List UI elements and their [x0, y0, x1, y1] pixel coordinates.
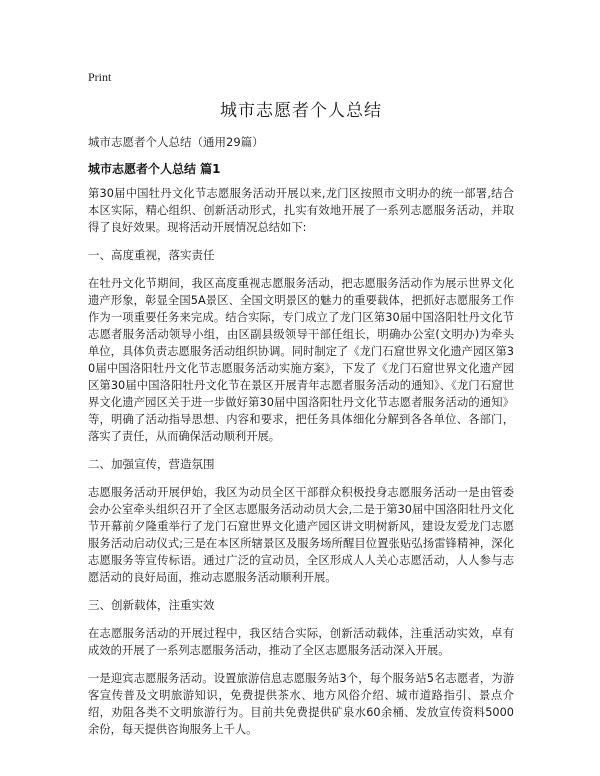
heading-responsibility: 一、高度重视，落实责任 [88, 248, 215, 262]
page-title: 城市志愿者个人总结 [220, 101, 382, 121]
heading-innovation: 三、创新载体，注重实效 [88, 598, 215, 612]
innovation-paragraph: 在志愿服务活动的开展过程中，我区结合实际，创新活动载体，注重活动实效，卓有成效的开展了一系列志愿服务活动，推动了全区志愿服务活动深入开展。 [88, 627, 514, 657]
heading-publicity: 二、加强宣传，营造氛围 [88, 457, 215, 471]
document-subtitle: 城市志愿者个人总结（通用29篇） [88, 135, 264, 149]
responsibility-paragraph: 在牡丹文化节期间，我区高度重视志愿服务活动，把志愿服务活动作为展示世界文化遗产形象，彰显全国5A景区、全国文明景区的魅力的重要载体，把抓好志愿服务工作作为一项重要任务来完成。结合实际，专门成立了龙门区第30届中国洛阳牡丹文化节志愿者服务活动领导小组，由区副县级领导干部任组长，明确办公室(文明办)为牵头单位，具体负责志愿服务活动组织协调。同时制定了《龙门石窟世界文化遗产园区第30届中国洛阳牡丹文化节志愿服务活动实施方案》，下发了《龙门石窟世界文化遗产园区第30届中国洛阳牡丹文化节在景区开展青年志愿者服务活动的通知》、《龙门石窟世界文化遗产园区关于进一步做好第30届中国洛阳牡丹文化节志愿者服务活动的通知》等，明确了活动指导思想、内容和要求，把任务具体细化分解到各各单位、各部门，落实了责任，从而确保活动顺利开展。 [88, 277, 514, 443]
welcome-service-paragraph: 一是迎宾志愿服务活动。设置旅游信息志愿服务站3个，每个服务站5名志愿者，为游客宣传普及文明旅游知识，免费提供茶水、地方风俗介绍、城市道路指引、景点介绍，劝阻各类不文明旅游行为。目前共免费提供矿泉水60余桶、发放宣传资料5000余份，每天提供咨询服务上千人。 [88, 672, 514, 736]
intro-paragraph: 第30届中国牡丹文化节志愿服务活动开展以来,龙门区按照市文明办的统一部署,结合本区实际，精心组织、创新活动形式，扎实有效地开展了一系列志愿服务活动，并取得了良好效果。现将活动开展情况总结如下: [88, 187, 514, 234]
article-body [88, 185, 514, 749]
section-title: 城市志愿者个人总结 篇1 [88, 162, 221, 176]
print-link[interactable]: Print [88, 70, 112, 84]
publicity-paragraph: 志愿服务活动开展伊始，我区为动员全区干部群众积极投身志愿服务活动一是由管委会办公室牵头组织召开了全区志愿服务活动动员大会,二是于第30届中国洛阳牡丹文化节开幕前夕隆重举行了龙门石窟世界文化遗产园区讲文明树新风，建设友爱龙门志愿服务活动启动仪式;三是在本区所辖景区及服务场所醒目位置张贴弘扬雷锋精神，深化志愿服务等宣传标语。通过广泛的宣动员，全区形成人人关心志愿活动，人人参与志愿活动的良好局面，推动志愿服务活动顺利开展。 [88, 486, 514, 584]
